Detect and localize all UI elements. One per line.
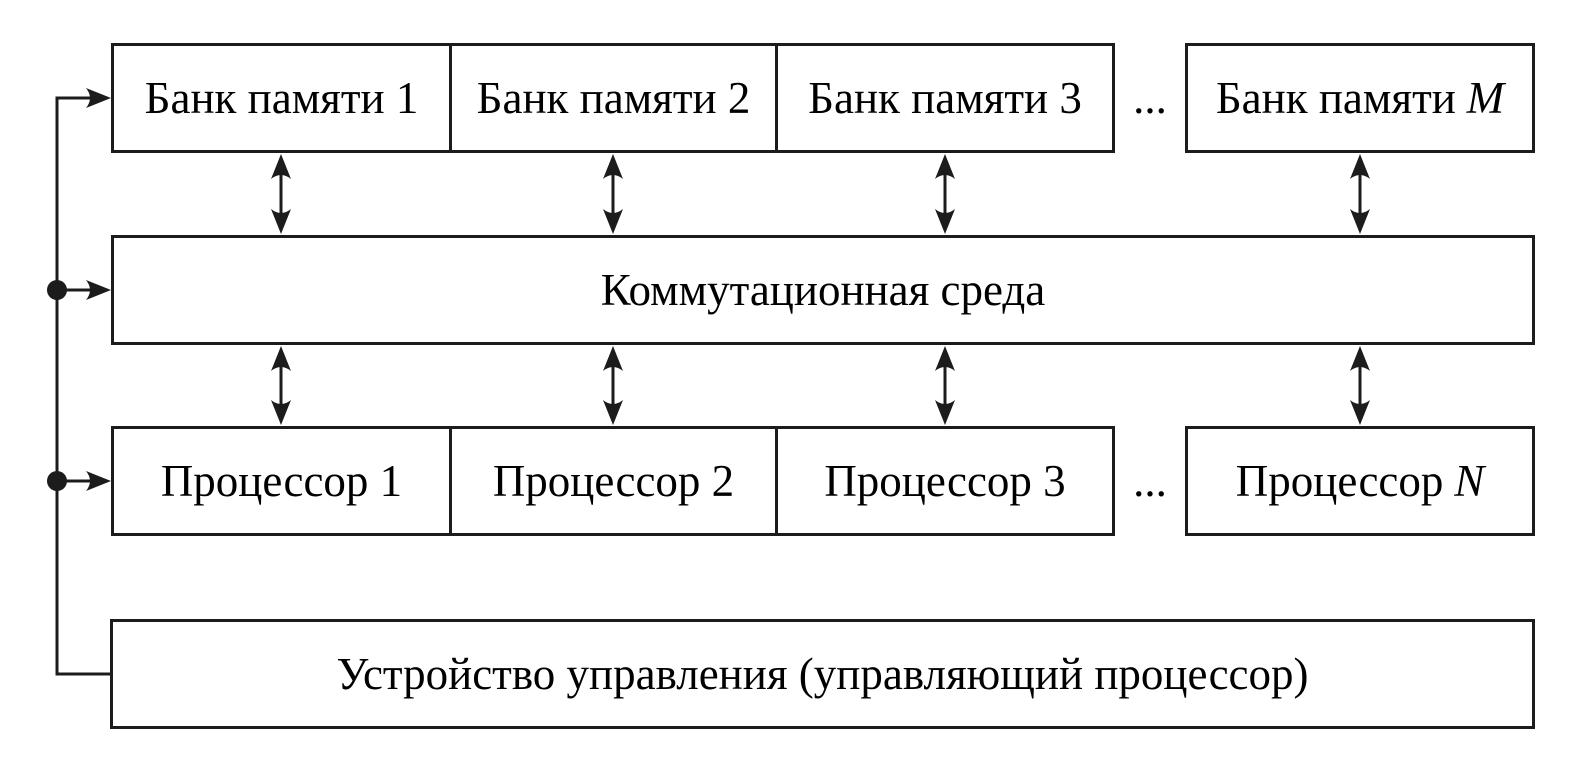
processor-1-label: Процессор 1	[160, 455, 403, 506]
processor-n-variable: N	[1454, 455, 1485, 506]
bidirectional-arrow-switch-processor	[935, 346, 955, 425]
processor-n-box	[1185, 426, 1535, 536]
memory-bank-3-box	[775, 43, 1115, 153]
memory-bank-2-label: Банк памяти 2	[476, 72, 751, 123]
control-unit-box	[110, 619, 1535, 729]
bidirectional-arrow-memory-switch	[603, 154, 623, 234]
processor-n-label: Процессор	[1235, 455, 1444, 506]
processor-2-box	[449, 426, 778, 536]
control-arrowhead-memory	[86, 88, 111, 108]
control-arrowhead-processors	[86, 471, 111, 491]
bidirectional-arrow-switch-processor	[603, 346, 623, 425]
control-bus-line	[57, 88, 111, 674]
switching-medium-box	[111, 235, 1535, 345]
memory-row-ellipsis: ...	[1133, 72, 1167, 123]
processor-1-box	[111, 426, 452, 536]
control-branch-processors	[47, 471, 111, 491]
control-arrowhead-switch	[86, 280, 111, 300]
processor-row-ellipsis: ...	[1133, 455, 1167, 506]
memory-bank-m-box	[1185, 43, 1535, 153]
processor-3-label: Процессор 3	[824, 455, 1066, 506]
bidirectional-arrow-memory-switch	[1350, 154, 1370, 234]
memory-bank-2-box	[449, 43, 778, 153]
memory-bank-m-label: Банк памяти	[1215, 72, 1456, 123]
memory-bank-3-label: Банк памяти 3	[808, 72, 1082, 123]
processor-2-label: Процессор 2	[492, 455, 735, 506]
processor-3-box	[775, 426, 1115, 536]
bidirectional-arrow-memory-switch	[271, 154, 291, 234]
junction-dot	[47, 280, 67, 300]
switching-medium-label: Коммутационная среда	[600, 264, 1046, 315]
bidirectional-arrow-memory-switch	[935, 154, 955, 234]
control-branch-switch	[47, 280, 111, 300]
memory-bank-1-box	[111, 43, 452, 153]
bidirectional-arrow-switch-processor	[271, 346, 291, 425]
memory-bank-m-variable: M	[1466, 72, 1505, 123]
junction-dot	[47, 471, 67, 491]
control-unit-label: Устройство управления (управляющий процессор)	[336, 648, 1309, 699]
bidirectional-arrow-switch-processor	[1350, 346, 1370, 425]
memory-bank-1-label: Банк памяти 1	[144, 72, 419, 123]
